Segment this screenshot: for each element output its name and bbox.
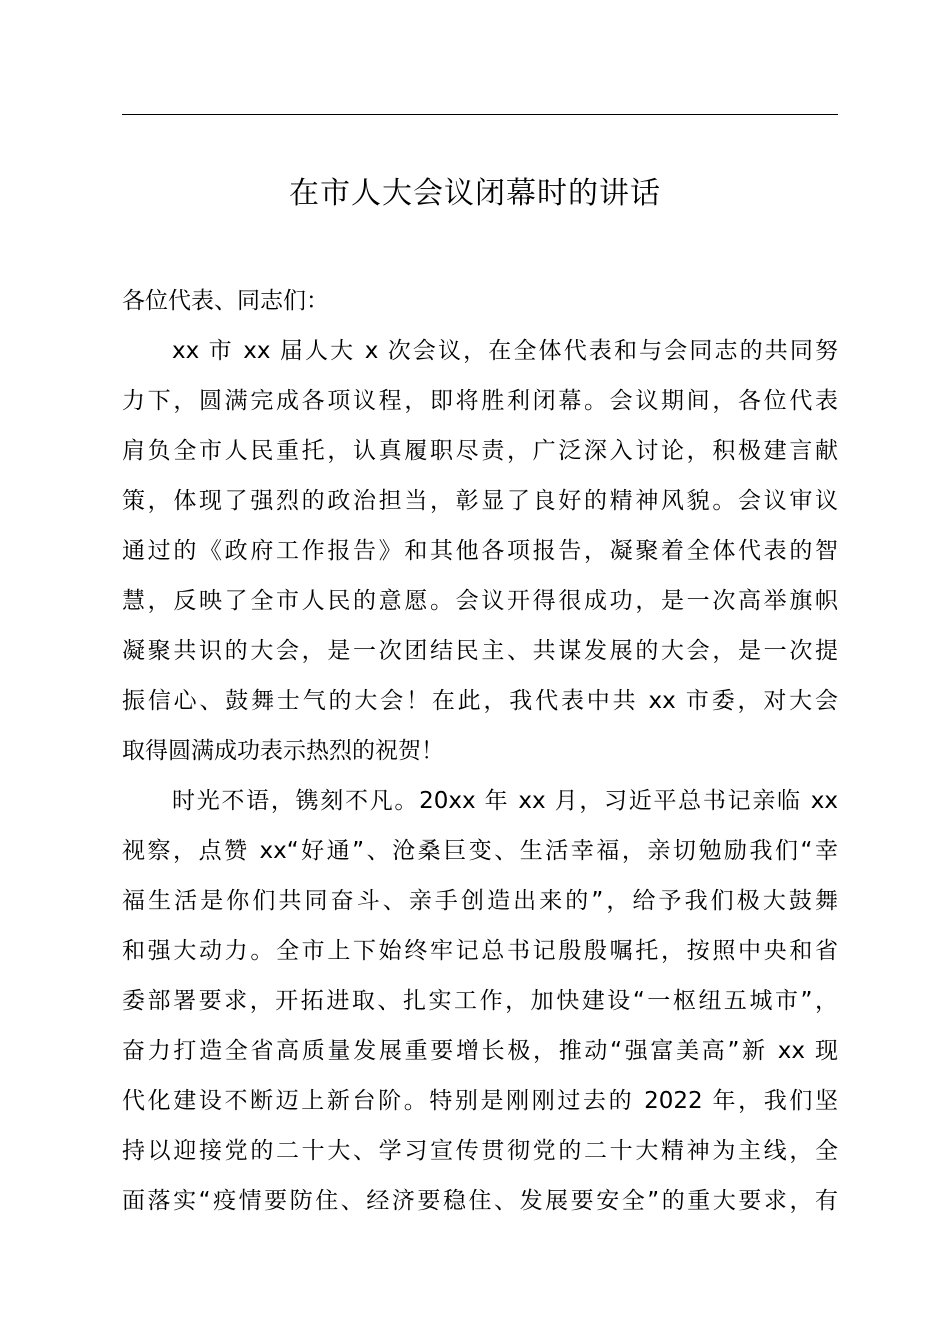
document-title: 在市人大会议闭幕时的讲话 (289, 176, 661, 211)
paragraph-line: 持以迎接党的二十大、学习宣传贯彻党的二十大精神为主线，全 (122, 1138, 838, 1164)
paragraph-line: 通过的《政府工作报告》和其他各项报告，凝聚着全体代表的智 (122, 538, 838, 564)
paragraph-line: 和强大动力。全市上下始终牢记总书记殷殷嘱托，按照中央和省 (122, 938, 838, 964)
paragraph-2 (122, 776, 838, 1226)
paragraph-line: 取得圆满成功表示热烈的祝贺！ (122, 738, 444, 764)
header-rule (122, 114, 838, 115)
paragraph-line: 面落实“疫情要防住、经济要稳住、发展要安全”的重大要求，有 (122, 1188, 838, 1214)
salutation: 各位代表、同志们： (122, 288, 329, 314)
paragraph-line: 凝聚共识的大会，是一次团结民主、共谋发展的大会，是一次提 (122, 638, 838, 664)
paragraph-line: 慧，反映了全市人民的意愿。会议开得很成功，是一次高举旗帜 (122, 588, 838, 614)
paragraph-line: 力下，圆满完成各项议程，即将胜利闭幕。会议期间，各位代表 (122, 388, 838, 414)
paragraph-line: 振信心、鼓舞士气的大会！在此，我代表中共 xx 市委，对大会 (122, 688, 838, 714)
paragraph-line: 视察，点赞 xx“好通”、沧桑巨变、生活幸福，亲切勉励我们“幸 (122, 838, 838, 864)
paragraph-line: 委部署要求，开拓进取、扎实工作，加快建设“一枢纽五城市”， (122, 988, 838, 1014)
paragraph-line: 时光不语，镌刻不凡。20xx 年 xx 月，习近平总书记亲临 xx (172, 788, 838, 814)
paragraph-line: 策，体现了强烈的政治担当，彰显了良好的精神风貌。会议审议 (122, 488, 838, 514)
document-body (122, 276, 838, 1226)
paragraph-line: 代化建设不断迈上新台阶。特别是刚刚过去的 2022 年，我们坚 (122, 1088, 838, 1114)
paragraph-1 (122, 326, 838, 776)
paragraph-line: 福生活是你们共同奋斗、亲手创造出来的”，给予我们极大鼓舞 (122, 888, 838, 914)
paragraph-line: xx 市 xx 届人大 x 次会议，在全体代表和与会同志的共同努 (172, 338, 838, 364)
paragraph-line: 肩负全市人民重托，认真履职尽责，广泛深入讨论，积极建言献 (122, 438, 838, 464)
paragraph-line: 奋力打造全省高质量发展重要增长极，推动“强富美高”新 xx 现 (122, 1038, 838, 1064)
